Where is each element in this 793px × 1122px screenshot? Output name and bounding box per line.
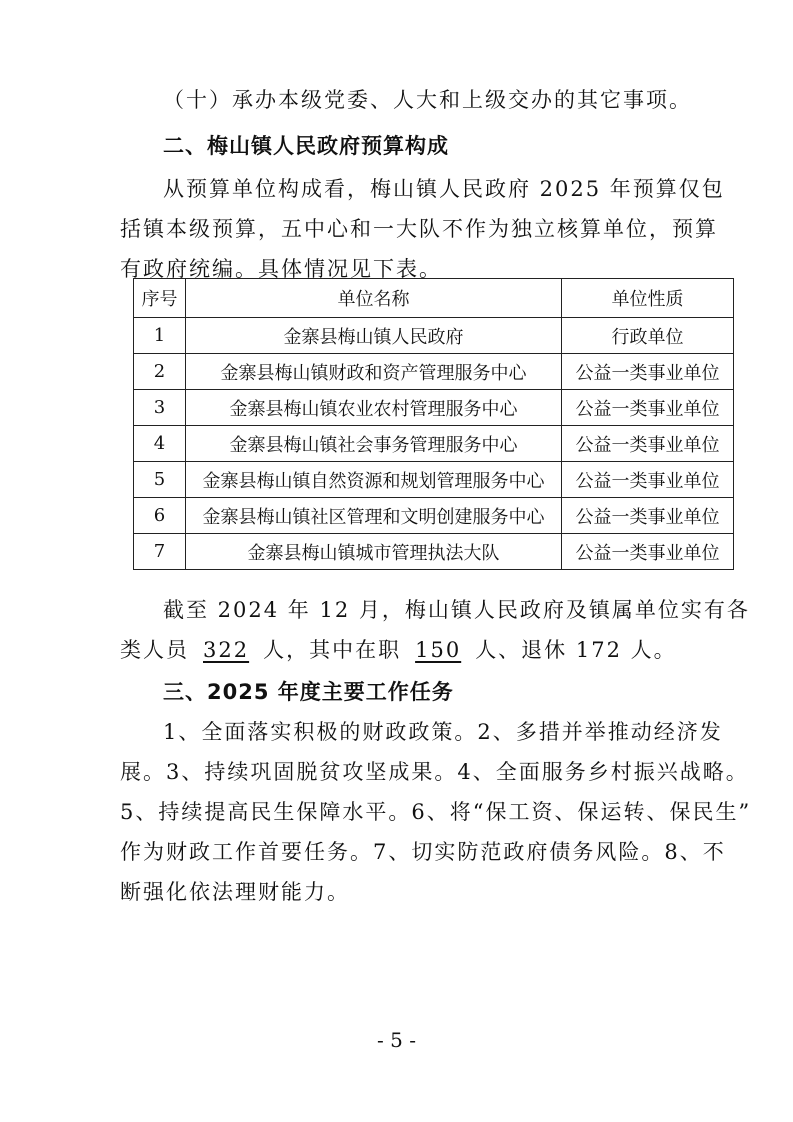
table-header-row [134, 279, 734, 318]
staff-suffix: 人、退休 172 人。 [475, 638, 677, 662]
cell-unit-type: 行政单位 [562, 318, 734, 354]
staff-in-service-value: 150 [415, 638, 462, 662]
table-row [134, 426, 734, 462]
staff-line-1: 截至 2024 年 12 月，梅山镇人民政府及镇属单位实有各 [163, 598, 750, 622]
staff-total-value: 322 [203, 638, 250, 662]
header-unit-name: 单位名称 [186, 279, 562, 318]
table-row [134, 354, 734, 390]
cell-unit-name: 金寨县梅山镇社区管理和文明创建服务中心 [186, 498, 562, 534]
staff-mid: 人，其中在职 [263, 638, 402, 662]
table-row [134, 462, 734, 498]
section2-heading: 二、梅山镇人民政府预算构成 [163, 134, 449, 158]
units-table [133, 278, 734, 570]
section2-paragraph-line: 有政府统编。具体情况见下表。 [120, 257, 442, 281]
section3-line: 1、全面落实积极的财政政策。2、多措并举推动经济发 [163, 720, 723, 744]
header-index: 序号 [134, 279, 186, 318]
cell-unit-name: 金寨县梅山镇农业农村管理服务中心 [186, 390, 562, 426]
cell-unit-name: 金寨县梅山镇社会事务管理服务中心 [186, 426, 562, 462]
header-unit-type: 单位性质 [562, 279, 734, 318]
page-number: - 5 - [377, 1028, 416, 1052]
cell-index: 3 [134, 390, 186, 426]
section3-heading: 三、2025 年度主要工作任务 [163, 680, 454, 704]
cell-unit-name: 金寨县梅山镇人民政府 [186, 318, 562, 354]
section3-line: 作为财政工作首要任务。7、切实防范政府债务风险。8、不 [120, 840, 726, 864]
cell-index: 4 [134, 426, 186, 462]
section2-paragraph-line: 括镇本级预算，五中心和一大队不作为独立核算单位，预算 [120, 217, 718, 241]
cell-index: 6 [134, 498, 186, 534]
table-row [134, 498, 734, 534]
cell-unit-type: 公益一类事业单位 [562, 390, 734, 426]
cell-unit-name: 金寨县梅山镇城市管理执法大队 [186, 534, 562, 570]
table-row [134, 318, 734, 354]
cell-unit-name: 金寨县梅山镇自然资源和规划管理服务中心 [186, 462, 562, 498]
cell-index: 2 [134, 354, 186, 390]
table-row [134, 390, 734, 426]
cell-index: 1 [134, 318, 186, 354]
item-ten-text: （十）承办本级党委、人大和上级交办的其它事项。 [163, 88, 692, 112]
cell-index: 5 [134, 462, 186, 498]
table-row [134, 534, 734, 570]
cell-unit-type: 公益一类事业单位 [562, 534, 734, 570]
section3-line: 展。3、持续巩固脱贫攻坚成果。4、全面服务乡村振兴战略。 [120, 760, 749, 784]
cell-index: 7 [134, 534, 186, 570]
cell-unit-type: 公益一类事业单位 [562, 462, 734, 498]
cell-unit-name: 金寨县梅山镇财政和资产管理服务中心 [186, 354, 562, 390]
cell-unit-type: 公益一类事业单位 [562, 354, 734, 390]
section2-paragraph-line: 从预算单位构成看，梅山镇人民政府 2025 年预算仅包 [163, 177, 725, 201]
section3-line: 5、持续提高民生保障水平。6、将“保工资、保运转、保民生” [120, 800, 752, 824]
staff-line-2 [120, 636, 720, 664]
cell-unit-type: 公益一类事业单位 [562, 426, 734, 462]
staff-prefix: 类人员 [120, 638, 189, 662]
section3-line: 断强化依法理财能力。 [120, 880, 350, 904]
cell-unit-type: 公益一类事业单位 [562, 498, 734, 534]
